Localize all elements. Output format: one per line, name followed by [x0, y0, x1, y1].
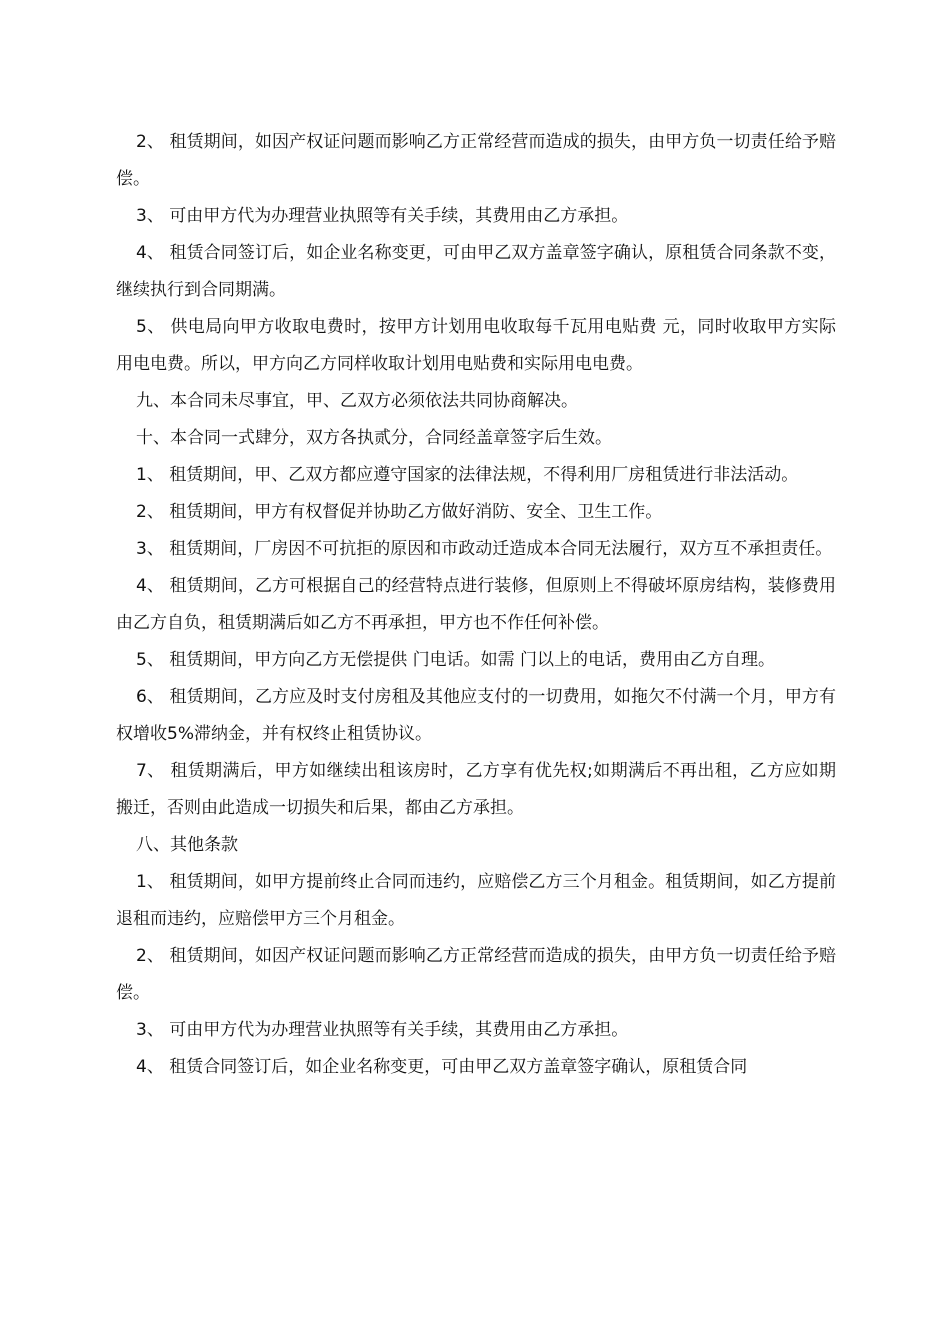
- paragraph-clause-3: 3、 可由甲方代为办理营业执照等有关手续，其费用由乙方承担。: [136, 206, 629, 226]
- paragraph-clause-3: 3、 可由甲方代为办理营业执照等有关手续，其费用由乙方承担。: [136, 1020, 629, 1040]
- paragraph-clause-5: 5、 租赁期间，甲方向乙方无偿提供 门电话。如需 门以上的电话，费用由乙方自理。: [136, 650, 776, 670]
- paragraph-clause-2: 2、 租赁期间，如因产权证问题而影响乙方正常经营而造成的损失，由甲方负一切责任给予赔偿。: [116, 946, 836, 1003]
- document-body: [116, 124, 836, 1086]
- paragraph-clause-2: 2、 租赁期间，甲方有权督促并协助乙方做好消防、安全、卫生工作。: [136, 502, 663, 522]
- paragraph-section-10: 十、本合同一式肆分，双方各执贰分，合同经盖章签字后生效。: [136, 428, 612, 448]
- paragraph-clause-7: 7、 租赁期满后，甲方如继续出租该房时，乙方享有优先权;如期满后不再出租，乙方应如期搬迁，否则由此造成一切损失和后果，都由乙方承担。: [116, 761, 836, 818]
- paragraph-clause-3: 3、 租赁期间，厂房因不可抗拒的原因和市政动迁造成本合同无法履行，双方互不承担责任。: [136, 539, 833, 559]
- paragraph-section-9: 九、本合同未尽事宜，甲、乙双方必须依法共同协商解决。: [136, 391, 578, 411]
- section-heading-8: 八、其他条款: [136, 835, 238, 855]
- paragraph-clause-1: 1、 租赁期间，如甲方提前终止合同而违约，应赔偿乙方三个月租金。租赁期间，如乙方提前退租而违约，应赔偿甲方三个月租金。: [116, 872, 836, 929]
- paragraph-clause-4: 4、 租赁合同签订后，如企业名称变更，可由甲乙双方盖章签字确认，原租赁合同条款不变，继续执行到合同期满。: [116, 243, 836, 300]
- paragraph-clause-6: 6、 租赁期间，乙方应及时支付房租及其他应支付的一切费用，如拖欠不付满一个月，甲方有权增收5%滞纳金，并有权终止租赁协议。: [116, 687, 836, 744]
- paragraph-clause-2: 2、 租赁期间，如因产权证问题而影响乙方正常经营而造成的损失，由甲方负一切责任给予赔偿。: [116, 132, 836, 189]
- paragraph-clause-5: 5、 供电局向甲方收取电费时，按甲方计划用电收取每千瓦用电贴费 元，同时收取甲方实际用电电费。所以，甲方向乙方同样收取计划用电贴费和实际用电电费。: [116, 317, 836, 374]
- paragraph-clause-1: 1、 租赁期间，甲、乙双方都应遵守国家的法律法规，不得利用厂房租赁进行非法活动。: [136, 465, 799, 485]
- paragraph-clause-4: 4、 租赁合同签订后，如企业名称变更，可由甲乙双方盖章签字确认，原租赁合同: [136, 1057, 748, 1077]
- paragraph-clause-4: 4、 租赁期间，乙方可根据自己的经营特点进行装修，但原则上不得破坏原房结构，装修费用由乙方自负，租赁期满后如乙方不再承担，甲方也不作任何补偿。: [116, 576, 836, 633]
